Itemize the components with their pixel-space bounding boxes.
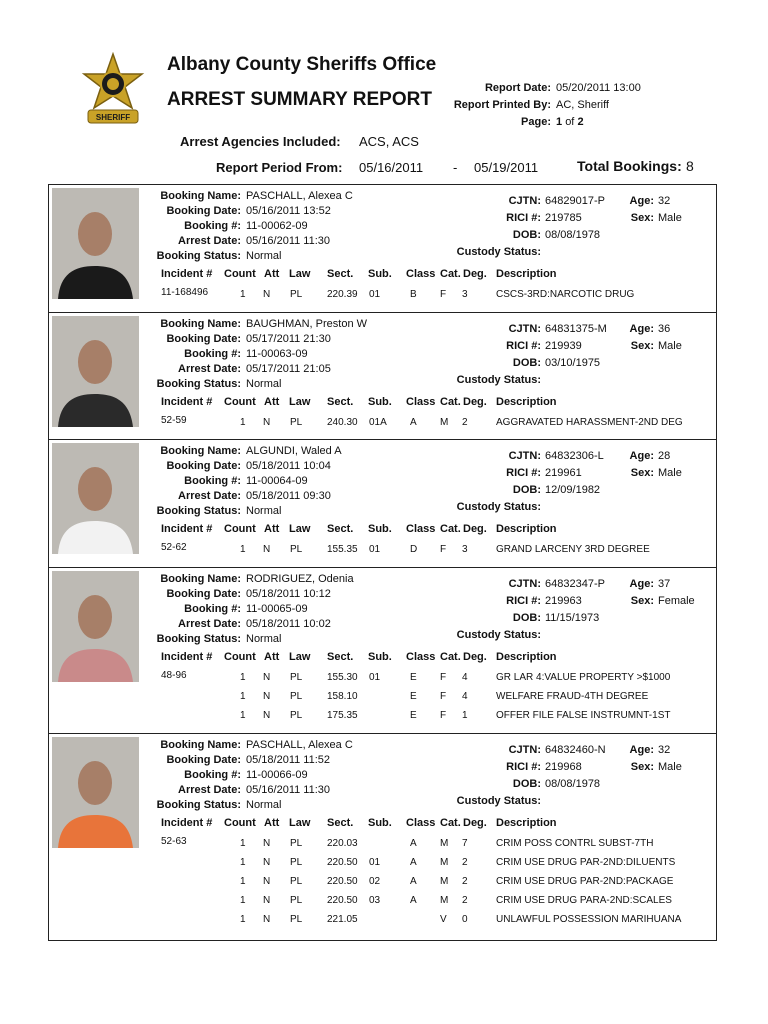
age-value: 28 xyxy=(658,450,671,462)
column-header-sub: Sub. xyxy=(368,651,392,663)
age-label: Age: xyxy=(629,450,654,462)
incident-number: 11-168496 xyxy=(161,287,209,298)
charge-cat: M xyxy=(440,417,449,428)
booking-number-label: Booking #: xyxy=(184,603,241,615)
column-header-incident: Incident # xyxy=(161,817,213,829)
age-label: Age: xyxy=(629,744,654,756)
charge-desc: CRIM USE DRUG PAR-2ND:PACKAGE xyxy=(496,876,674,887)
column-header-class: Class xyxy=(406,396,436,408)
charge-count: 1 xyxy=(240,672,246,683)
dob-value: 12/09/1982 xyxy=(545,484,601,496)
charge-att: N xyxy=(263,876,271,887)
sex-label: Sex: xyxy=(630,595,654,607)
booking-name-value: PASCHALL, Alexea C xyxy=(246,190,353,202)
booking-date-label: Booking Date: xyxy=(166,754,241,766)
page-number: 1 of 2 xyxy=(556,116,584,128)
charge-att: N xyxy=(263,691,271,702)
charge-desc: AGGRAVATED HARASSMENT-2ND DEG xyxy=(496,417,683,428)
charge-deg: 2 xyxy=(462,417,468,428)
booking-date-value: 05/18/2011 10:12 xyxy=(246,588,331,600)
column-header-att: Att xyxy=(264,523,280,535)
rici-label: RICI #: xyxy=(506,595,541,607)
booking-name-label: Booking Name: xyxy=(160,190,241,202)
arrest-date-value: 05/16/2011 11:30 xyxy=(246,235,331,247)
column-header-sub: Sub. xyxy=(368,396,392,408)
sex-value: Male xyxy=(658,761,682,773)
cjtn-label: CJTN: xyxy=(508,195,541,207)
booking-status-value: Normal xyxy=(246,250,282,262)
rici-value: 219961 xyxy=(545,467,582,479)
incident-number: 52-63 xyxy=(161,836,187,847)
custody-status-label: Custody Status: xyxy=(456,501,541,513)
sex-value: Female xyxy=(658,595,695,607)
arrest-date-value: 05/18/2011 10:02 xyxy=(246,618,331,630)
page-label: Page: xyxy=(521,116,551,128)
booking-date-label: Booking Date: xyxy=(166,460,241,472)
column-header-class: Class xyxy=(406,817,436,829)
charge-deg: 2 xyxy=(462,857,468,868)
dob-value: 08/08/1978 xyxy=(545,229,601,241)
agencies-value: ACS, ACS xyxy=(359,134,419,149)
charge-cat: M xyxy=(440,876,449,887)
column-header-sub: Sub. xyxy=(368,268,392,280)
charge-sub: 01 xyxy=(369,544,381,555)
charge-law: PL xyxy=(290,417,303,428)
column-header-att: Att xyxy=(264,268,280,280)
column-header-att: Att xyxy=(264,817,280,829)
column-header-law: Law xyxy=(289,523,311,535)
column-header-count: Count xyxy=(224,817,256,829)
report-date-label: Report Date: xyxy=(484,82,551,94)
column-header-count: Count xyxy=(224,396,256,408)
charge-law: PL xyxy=(290,838,303,849)
charge-sub: 02 xyxy=(369,876,381,887)
charge-count: 1 xyxy=(240,857,246,868)
charge-law: PL xyxy=(290,544,303,555)
column-header-deg: Deg. xyxy=(463,396,487,408)
bookings-table xyxy=(48,184,717,941)
column-header-law: Law xyxy=(289,268,311,280)
rici-value: 219939 xyxy=(545,340,582,352)
column-header-count: Count xyxy=(224,268,256,280)
cjtn-value: 64832460-N xyxy=(545,744,606,756)
booking-name-label: Booking Name: xyxy=(160,445,241,457)
custody-status-label: Custody Status: xyxy=(456,795,541,807)
charge-desc: OFFER FILE FALSE INSTRUMNT-1ST xyxy=(496,710,671,721)
column-header-desc: Description xyxy=(496,817,557,829)
booking-status-label: Booking Status: xyxy=(156,799,241,811)
age-value: 37 xyxy=(658,578,671,590)
arrest-date-label: Arrest Date: xyxy=(178,363,241,375)
booking-number-value: 11-00066-09 xyxy=(246,769,308,781)
booking-date-value: 05/18/2011 11:52 xyxy=(246,754,331,766)
booking-name-label: Booking Name: xyxy=(160,318,241,330)
column-header-class: Class xyxy=(406,268,436,280)
charge-att: N xyxy=(263,895,271,906)
charge-desc: CSCS-3RD:NARCOTIC DRUG xyxy=(496,289,635,300)
column-header-desc: Description xyxy=(496,396,557,408)
charge-deg: 2 xyxy=(462,876,468,887)
arrest-date-value: 05/17/2011 21:05 xyxy=(246,363,331,375)
charge-class: A xyxy=(410,838,417,849)
charge-count: 1 xyxy=(240,838,246,849)
dob-value: 11/15/1973 xyxy=(545,612,600,624)
booking-number-value: 11-00064-09 xyxy=(246,475,308,487)
period-label: Report Period From: xyxy=(216,160,343,175)
charge-cat: M xyxy=(440,857,449,868)
report-office-title: Albany County Sheriffs Office xyxy=(167,54,437,75)
charge-att: N xyxy=(263,710,271,721)
sex-value: Male xyxy=(658,212,682,224)
booking-number-label: Booking #: xyxy=(184,220,241,232)
charge-count: 1 xyxy=(240,876,246,887)
charge-att: N xyxy=(263,417,271,428)
printed-by-label: Report Printed By: xyxy=(453,99,551,111)
cjtn-label: CJTN: xyxy=(508,578,541,590)
charge-deg: 7 xyxy=(462,838,468,849)
rici-value: 219963 xyxy=(545,595,582,607)
booking-number-value: 11-00065-09 xyxy=(246,603,308,615)
cjtn-value: 64831375-M xyxy=(545,323,607,335)
charge-cat: V xyxy=(440,914,447,925)
agencies-label: Arrest Agencies Included: xyxy=(180,134,341,149)
rici-label: RICI #: xyxy=(506,340,541,352)
charge-class: A xyxy=(410,857,417,868)
charge-count: 1 xyxy=(240,417,246,428)
booking-number-value: 11-00062-09 xyxy=(246,220,308,232)
incident-number: 52-59 xyxy=(161,415,187,426)
charge-cat: F xyxy=(440,691,447,702)
dob-label: DOB: xyxy=(512,229,541,241)
column-header-class: Class xyxy=(406,651,436,663)
booking-photo xyxy=(52,316,139,427)
charge-deg: 4 xyxy=(462,672,468,683)
dob-value: 03/10/1975 xyxy=(545,357,601,369)
cjtn-label: CJTN: xyxy=(508,450,541,462)
charge-class: E xyxy=(410,672,417,683)
booking-record xyxy=(49,734,716,940)
charge-deg: 1 xyxy=(462,710,468,721)
column-header-incident: Incident # xyxy=(161,523,213,535)
charge-cat: F xyxy=(440,672,447,683)
charge-sect: 158.10 xyxy=(327,691,358,702)
dob-label: DOB: xyxy=(512,357,541,369)
charge-sub: 01 xyxy=(369,289,381,300)
booking-date-value: 05/18/2011 10:04 xyxy=(246,460,331,472)
column-header-deg: Deg. xyxy=(463,268,487,280)
charge-count: 1 xyxy=(240,289,246,300)
booking-date-label: Booking Date: xyxy=(166,205,241,217)
column-header-incident: Incident # xyxy=(161,268,213,280)
charge-desc: CRIM USE DRUG PARA-2ND:SCALES xyxy=(496,895,672,906)
charge-class: A xyxy=(410,876,417,887)
sex-label: Sex: xyxy=(630,212,654,224)
charge-count: 1 xyxy=(240,544,246,555)
rici-value: 219968 xyxy=(545,761,582,773)
charge-sect: 240.30 xyxy=(327,417,358,428)
charge-law: PL xyxy=(290,876,303,887)
charge-sub: 01A xyxy=(369,417,387,428)
column-header-count: Count xyxy=(224,523,256,535)
charge-count: 1 xyxy=(240,895,246,906)
age-label: Age: xyxy=(629,323,654,335)
charge-law: PL xyxy=(290,857,303,868)
column-header-deg: Deg. xyxy=(463,523,487,535)
booking-record xyxy=(49,185,716,313)
booking-record xyxy=(49,313,716,440)
charge-cat: M xyxy=(440,895,449,906)
charge-sect: 220.39 xyxy=(327,289,358,300)
column-header-att: Att xyxy=(264,396,280,408)
column-header-count: Count xyxy=(224,651,256,663)
dob-label: DOB: xyxy=(512,612,541,624)
charge-class: E xyxy=(410,710,417,721)
charge-desc: WELFARE FRAUD-4TH DEGREE xyxy=(496,691,649,702)
column-header-sect: Sect. xyxy=(327,651,354,663)
booking-number-label: Booking #: xyxy=(184,348,241,360)
booking-status-value: Normal xyxy=(246,633,282,645)
charge-sect: 175.35 xyxy=(327,710,358,721)
charge-class: A xyxy=(410,417,417,428)
charge-sect: 155.30 xyxy=(327,672,358,683)
report-title: ARREST SUMMARY REPORT xyxy=(167,89,432,110)
booking-date-label: Booking Date: xyxy=(166,333,241,345)
column-header-law: Law xyxy=(289,396,311,408)
column-header-cat: Cat. xyxy=(440,651,461,663)
charge-att: N xyxy=(263,857,271,868)
charge-att: N xyxy=(263,289,271,300)
charge-cat: F xyxy=(440,289,447,300)
charge-sub: 01 xyxy=(369,672,381,683)
sex-label: Sex: xyxy=(630,761,654,773)
booking-date-label: Booking Date: xyxy=(166,588,241,600)
charge-class: B xyxy=(410,289,417,300)
incident-number: 52-62 xyxy=(161,542,187,553)
booking-photo xyxy=(52,188,139,299)
charge-deg: 3 xyxy=(462,544,468,555)
charge-deg: 4 xyxy=(462,691,468,702)
charge-sect: 221.05 xyxy=(327,914,358,925)
booking-record xyxy=(49,568,716,734)
sex-label: Sex: xyxy=(630,340,654,352)
custody-status-label: Custody Status: xyxy=(456,629,541,641)
booking-name-value: BAUGHMAN, Preston W xyxy=(246,318,368,330)
booking-status-label: Booking Status: xyxy=(156,505,241,517)
arrest-date-label: Arrest Date: xyxy=(178,618,241,630)
booking-photo xyxy=(52,571,139,682)
rici-label: RICI #: xyxy=(506,761,541,773)
charge-sect: 220.50 xyxy=(327,895,358,906)
booking-record xyxy=(49,440,716,568)
charge-class: E xyxy=(410,691,417,702)
charge-deg: 0 xyxy=(462,914,468,925)
charge-class: A xyxy=(410,895,417,906)
period-to: 05/19/2011 xyxy=(474,160,539,175)
custody-status-label: Custody Status: xyxy=(456,374,541,386)
charge-att: N xyxy=(263,838,271,849)
column-header-deg: Deg. xyxy=(463,651,487,663)
arrest-date-value: 05/16/2011 11:30 xyxy=(246,784,331,796)
column-header-sub: Sub. xyxy=(368,523,392,535)
sex-label: Sex: xyxy=(630,467,654,479)
booking-name-value: ALGUNDI, Waled A xyxy=(246,445,342,457)
booking-date-value: 05/16/2011 13:52 xyxy=(246,205,331,217)
charge-sub: 03 xyxy=(369,895,381,906)
arrest-date-label: Arrest Date: xyxy=(178,490,241,502)
sex-value: Male xyxy=(658,467,682,479)
dob-value: 08/08/1978 xyxy=(545,778,601,790)
booking-status-value: Normal xyxy=(246,505,282,517)
arrest-date-label: Arrest Date: xyxy=(178,235,241,247)
charge-desc: GRAND LARCENY 3RD DEGREE xyxy=(496,544,650,555)
column-header-cat: Cat. xyxy=(440,523,461,535)
column-header-sect: Sect. xyxy=(327,817,354,829)
rici-label: RICI #: xyxy=(506,212,541,224)
period-dash: - xyxy=(453,160,458,175)
dob-label: DOB: xyxy=(512,484,541,496)
charge-sect: 220.03 xyxy=(327,838,358,849)
cjtn-value: 64832306-L xyxy=(545,450,604,462)
charge-att: N xyxy=(263,914,271,925)
total-bookings-value: 8 xyxy=(686,158,694,174)
booking-status-value: Normal xyxy=(246,799,282,811)
charge-desc: CRIM USE DRUG PAR-2ND:DILUENTS xyxy=(496,857,676,868)
column-header-att: Att xyxy=(264,651,280,663)
age-label: Age: xyxy=(629,578,654,590)
sheriff-star-badge-icon xyxy=(80,52,146,128)
charge-desc: CRIM POSS CONTRL SUBST-7TH xyxy=(496,838,654,849)
arrest-date-value: 05/18/2011 09:30 xyxy=(246,490,331,502)
column-header-sub: Sub. xyxy=(368,817,392,829)
charge-deg: 2 xyxy=(462,895,468,906)
column-header-cat: Cat. xyxy=(440,817,461,829)
custody-status-label: Custody Status: xyxy=(456,246,541,258)
column-header-sect: Sect. xyxy=(327,523,354,535)
rici-label: RICI #: xyxy=(506,467,541,479)
charge-deg: 3 xyxy=(462,289,468,300)
charge-cat: F xyxy=(440,544,447,555)
incident-number: 48-96 xyxy=(161,670,187,681)
age-value: 32 xyxy=(658,195,671,207)
charge-law: PL xyxy=(290,914,303,925)
booking-status-label: Booking Status: xyxy=(156,250,241,262)
column-header-desc: Description xyxy=(496,268,557,280)
charge-sub: 01 xyxy=(369,857,381,868)
column-header-cat: Cat. xyxy=(440,396,461,408)
booking-status-label: Booking Status: xyxy=(156,378,241,390)
booking-name-label: Booking Name: xyxy=(160,739,241,751)
booking-status-label: Booking Status: xyxy=(156,633,241,645)
column-header-deg: Deg. xyxy=(463,817,487,829)
column-header-sect: Sect. xyxy=(327,268,354,280)
charge-law: PL xyxy=(290,691,303,702)
charge-att: N xyxy=(263,544,271,555)
booking-name-value: PASCHALL, Alexea C xyxy=(246,739,353,751)
column-header-desc: Description xyxy=(496,651,557,663)
age-label: Age: xyxy=(629,195,654,207)
column-header-desc: Description xyxy=(496,523,557,535)
badge-text: SHERIFF xyxy=(95,113,131,122)
rici-value: 219785 xyxy=(545,212,582,224)
column-header-law: Law xyxy=(289,817,311,829)
column-header-sect: Sect. xyxy=(327,396,354,408)
booking-number-value: 11-00063-09 xyxy=(246,348,308,360)
charge-att: N xyxy=(263,672,271,683)
total-bookings-label: Total Bookings: xyxy=(577,158,682,174)
cjtn-label: CJTN: xyxy=(508,744,541,756)
charge-law: PL xyxy=(290,710,303,721)
charge-sect: 220.50 xyxy=(327,857,358,868)
column-header-class: Class xyxy=(406,523,436,535)
column-header-incident: Incident # xyxy=(161,651,213,663)
arrest-date-label: Arrest Date: xyxy=(178,784,241,796)
charge-desc: GR LAR 4:VALUE PROPERTY >$1000 xyxy=(496,672,671,683)
charge-count: 1 xyxy=(240,710,246,721)
charge-cat: M xyxy=(440,838,449,849)
charge-law: PL xyxy=(290,672,303,683)
booking-number-label: Booking #: xyxy=(184,475,241,487)
charge-sect: 155.35 xyxy=(327,544,358,555)
charge-cat: F xyxy=(440,710,447,721)
column-header-incident: Incident # xyxy=(161,396,213,408)
charge-law: PL xyxy=(290,289,303,300)
dob-label: DOB: xyxy=(512,778,541,790)
booking-photo xyxy=(52,443,139,554)
cjtn-value: 64832347-P xyxy=(545,578,605,590)
charge-class: D xyxy=(410,544,418,555)
cjtn-label: CJTN: xyxy=(508,323,541,335)
booking-status-value: Normal xyxy=(246,378,282,390)
booking-number-label: Booking #: xyxy=(184,769,241,781)
sex-value: Male xyxy=(658,340,682,352)
charge-law: PL xyxy=(290,895,303,906)
booking-name-value: RODRIGUEZ, Odenia xyxy=(246,573,354,585)
column-header-cat: Cat. xyxy=(440,268,461,280)
age-value: 32 xyxy=(658,744,671,756)
charge-count: 1 xyxy=(240,691,246,702)
booking-name-label: Booking Name: xyxy=(160,573,241,585)
report-date-value: 05/20/2011 13:00 xyxy=(556,82,641,94)
booking-date-value: 05/17/2011 21:30 xyxy=(246,333,331,345)
cjtn-value: 64829017-P xyxy=(545,195,605,207)
charge-desc: UNLAWFUL POSSESSION MARIHUANA xyxy=(496,914,682,925)
age-value: 36 xyxy=(658,323,671,335)
period-from: 05/16/2011 xyxy=(359,160,424,175)
charge-count: 1 xyxy=(240,914,246,925)
printed-by-value: AC, Sheriff xyxy=(556,99,609,111)
column-header-law: Law xyxy=(289,651,311,663)
charge-sect: 220.50 xyxy=(327,876,358,887)
booking-photo xyxy=(52,737,139,848)
